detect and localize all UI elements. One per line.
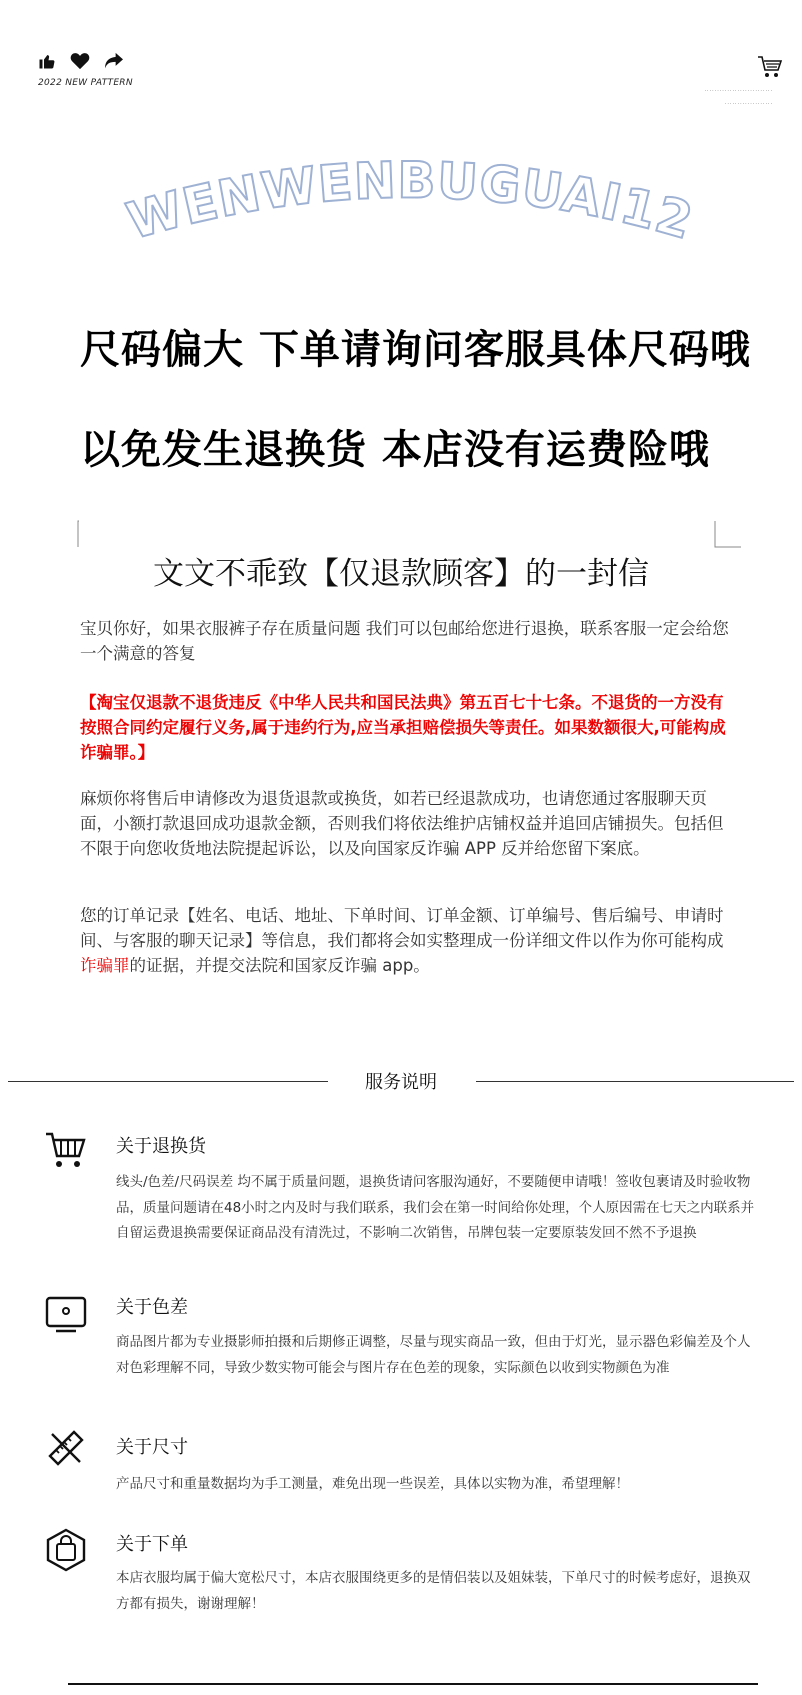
letter-paragraph-3: 麻烦你将售后申请修改为退货退款或换货，如若已经退款成功，也请您通过客服聊天页面，小额打款退回成功退款金额，否则我们将依法维护店铺权益并追回店铺损失。包括但不限于向您收货地法院提起诉讼，以及向国家反诈骗 APP 反并给您留下案底。 xyxy=(80,789,724,858)
divider-right xyxy=(476,1081,794,1082)
header-icons xyxy=(38,52,124,70)
ruler-pencil-icon xyxy=(44,1426,88,1470)
thumbs-up-icon xyxy=(38,52,56,70)
service-text-size: 产品尺寸和重量数据均为手工测量，难免出现一些误差，具体以实物为准，希望理解！ xyxy=(116,1476,629,1492)
tiny-caption-1: · · · · · · · · · · · · · · · · · · · · · · · · · · · xyxy=(704,88,772,93)
service-heading-order: 关于下单 xyxy=(116,1534,188,1555)
service-text-returns: 线头/色差/尺码误差 均不属于质量问题，退换货请问客服沟通好，不要随便申请哦！签收包裹请及时验收物品，质量问题请在48小时之内及时与我们联系，我们会在第一时间给你处理，个人原因需在七天之内联系并自留运费退换需要保证商品没有清洗过，不影响二次销售，吊牌包装一定要原装发回不然不予退换 xyxy=(116,1174,755,1241)
fraud-term: 诈骗罪 xyxy=(80,956,130,975)
svg-text:WENWENBUGUAI12 xyxy=(121,151,700,250)
letter-warning: 【淘宝仅退款不退货违反《中华人民共和国民法典》第五百七十七条。不退货的一方没有按照合同约定履行义务,属于违约行为,应当承担赔偿损失等责任。如果数额很大,可能构成诈骗罪。】 xyxy=(80,693,726,762)
service-title: 服务说明 xyxy=(365,1072,437,1093)
corner-mark-right xyxy=(714,520,742,548)
service-text-color: 商品图片都为专业摄影师拍摄和后期修正调整，尽量与现实商品一致，但由于灯光，显示器色彩偏差及个人对色彩理解不同，导致少数实物可能会与图片存在色差的现象，实际颜色以收到实物颜色为准 xyxy=(116,1334,751,1376)
service-heading-size: 关于尺寸 xyxy=(116,1437,188,1458)
shopping-bag-icon xyxy=(44,1528,88,1572)
headline-size-notice: 尺码偏大 下单请询问客服具体尺码哦 xyxy=(80,327,751,373)
corner-mark-left xyxy=(52,520,80,548)
service-heading-returns: 关于退换货 xyxy=(116,1136,206,1157)
service-text-order: 本店衣服均属于偏大宽松尺寸，本店衣服围绕更多的是情侣装以及姐妹装，下单尺寸的时候考虑好，退换双方都有损失，谢谢理解！ xyxy=(116,1570,751,1612)
cart-icon xyxy=(757,55,783,83)
service-heading-color: 关于色差 xyxy=(116,1297,188,1318)
share-icon xyxy=(104,52,124,70)
brand-logo xyxy=(90,150,730,260)
pattern-label: 2022 NEW PATTERN xyxy=(38,78,133,88)
cart-icon xyxy=(44,1128,88,1172)
letter-title: 文文不乖致【仅退款顾客】的一封信 xyxy=(153,556,649,592)
bottom-rule xyxy=(68,1683,758,1685)
camera-icon xyxy=(44,1290,88,1334)
brand-text: WENWENBUGUAI12 xyxy=(120,151,700,251)
tiny-caption-2: · · · · · · · · · · · · · · · · · · · xyxy=(724,101,772,106)
headline-no-freight: 以免发生退换货 本店没有运费险哦 xyxy=(80,427,710,473)
letter-paragraph-4: 您的订单记录【姓名、电话、地址、下单时间、订单金额、订单编号、售后编号、申请时间、与客服的聊天记录】等信息，我们都将会如实整理成一份详细文件以作为你可能构成诈骗罪的证据，并提交法院和国家反诈骗 app。 xyxy=(80,906,724,975)
heart-icon xyxy=(70,52,90,70)
letter-paragraph-1: 宝贝你好，如果衣服裤子存在质量问题 我们可以包邮给您进行退换，联系客服一定会给您一个满意的答复 xyxy=(80,619,729,663)
